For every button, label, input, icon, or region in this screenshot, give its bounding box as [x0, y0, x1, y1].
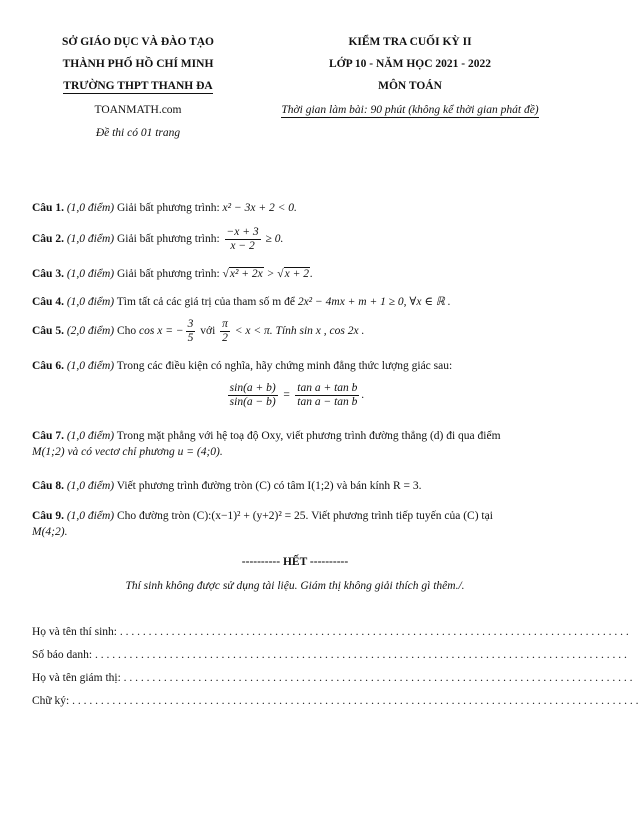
question-label: Câu 9.: [32, 510, 64, 522]
candidate-note: Thí sinh không được sử dụng tài liệu. Giám thị không giải thích gì thêm./.: [125, 580, 465, 592]
question-1: [32, 200, 562, 216]
question-label: Câu 6.: [32, 360, 64, 372]
question-8: [32, 478, 562, 494]
end-marker: ---------- HẾT ----------: [241, 556, 349, 568]
denominator: tan a − tan b: [297, 396, 358, 408]
question-label: Câu 7.: [32, 430, 64, 442]
question-7: [32, 428, 562, 460]
numerator: π: [222, 318, 228, 330]
question-text: Giải bất phương trình:: [116, 268, 220, 280]
math-expression: x² − 3x + 2 < 0.: [222, 202, 297, 214]
question-points: (1,0 điểm): [66, 360, 115, 372]
question-6: [32, 358, 562, 374]
question-label: Câu 2.: [32, 233, 64, 246]
question-label: Câu 3.: [32, 268, 64, 280]
field-candidate-number: [32, 649, 627, 661]
question-text: Tìm tất cả các giá trị của tham số m để: [116, 296, 295, 308]
math-connector: với: [200, 325, 216, 338]
sqrt-icon: √: [222, 268, 229, 280]
question-5: [32, 318, 562, 345]
question-text: Trong các điều kiện có nghĩa, hãy chứng minh đẳng thức lượng giác sau:: [116, 360, 453, 372]
field-label: Chữ ký:: [32, 695, 70, 707]
math-expression: M(1;2) và có vectơ chỉ phương u = (4;0).: [32, 446, 223, 458]
math-operator: =: [282, 389, 291, 402]
math-expression: 2x² − 4mx + m + 1 ≥ 0, ∀x ∈ ℝ .: [297, 296, 451, 308]
radicand: x + 2: [284, 268, 309, 280]
school-name: [38, 80, 238, 92]
school-name-text: TRƯỜNG THPT THANH ĐA: [63, 80, 213, 92]
field-signature: [32, 695, 638, 707]
fraction: [295, 382, 359, 409]
question-points: (1,0 điểm): [66, 510, 115, 522]
question-points: (1,0 điểm): [66, 296, 115, 308]
denominator: x − 2: [230, 240, 255, 252]
question-points: (1,0 điểm): [66, 480, 115, 492]
subject: MÔN TOÁN: [378, 80, 442, 92]
identity-formula: [0, 382, 590, 409]
fraction: [225, 226, 261, 253]
dot-leader: . . . . . . . . . . . . . . . . . . . . . . . . . . . . . . . . . . . . . . . . . . . . . . . . . . . . . . . . . . . . . . . . . . . . . . . . . . . . . . . . . . . . . . . . .: [120, 672, 633, 684]
question-4: [32, 294, 562, 310]
question-label: Câu 5.: [32, 325, 64, 338]
dept-name: SỞ GIÁO DỤC VÀ ĐÀO TẠO: [62, 36, 214, 48]
question-9: [32, 508, 562, 540]
question-label: Câu 8.: [32, 480, 64, 492]
field-label: Họ và tên thí sinh:: [32, 626, 117, 638]
question-2: [32, 226, 562, 253]
math-expression: .: [361, 389, 365, 402]
field-label: Số báo danh:: [32, 649, 93, 661]
dot-leader: . . . . . . . . . . . . . . . . . . . . . . . . . . . . . . . . . . . . . . . . . . . . . . . . . . . . . . . . . . . . . . . . . . . . . . . . . . . . . . . . . . . . . . . . . . . . . . . . . . .: [69, 695, 638, 707]
denominator: sin(a − b): [229, 396, 276, 408]
exam-title: KIỂM TRA CUỐI KỲ II: [348, 36, 472, 48]
numerator: tan a + tan b: [297, 382, 358, 394]
website: TOANMATH.com: [94, 104, 182, 116]
math-expression: ≥ 0.: [265, 233, 284, 246]
denominator: 2: [222, 332, 228, 344]
dot-leader: . . . . . . . . . . . . . . . . . . . . . . . . . . . . . . . . . . . . . . . . . . . . . . . . . . . . . . . . . . . . . . . . . . . . . . . . . . . . . . . . . . . . . . . . . . . . .: [92, 649, 627, 661]
question-text: Cho đường tròn (C):(x−1)² + (y+2)² = 25. Viết phương trình tiếp tuyến của (C) tại: [116, 510, 493, 522]
field-proctor-name: [32, 672, 633, 684]
time-limit-text: Thời gian làm bài: 90 phút (không kể thời gian phát đề): [281, 104, 539, 116]
math-operator: >: [266, 268, 275, 280]
numerator: −x + 3: [226, 226, 259, 238]
math-expression: cos x = −: [139, 325, 184, 338]
numerator: sin(a + b): [229, 382, 276, 394]
question-label: Câu 4.: [32, 296, 64, 308]
question-label: Câu 1.: [32, 202, 64, 214]
denominator: 5: [187, 332, 194, 344]
fraction: [186, 318, 196, 345]
fraction: [220, 318, 230, 345]
math-expression: M(4;2).: [32, 526, 68, 538]
page-count: Đề thi có 01 trang: [95, 127, 181, 139]
sqrt-icon: √: [277, 268, 284, 280]
question-3: [32, 266, 562, 282]
field-candidate-name: [32, 626, 629, 638]
question-text: Trong mặt phẳng với hệ toạ độ Oxy, viết phương trình đường thẳng (d) đi qua điểm: [116, 430, 501, 442]
question-points: (1,0 điểm): [66, 233, 115, 246]
question-points: (1,0 điểm): [66, 430, 115, 442]
question-text: Giải bất phương trình:: [116, 233, 220, 246]
grade-year: LỚP 10 - NĂM HỌC 2021 - 2022: [329, 58, 491, 70]
question-text: Cho: [116, 325, 137, 338]
question-points: (2,0 điểm): [66, 325, 115, 338]
math-expression: .: [309, 268, 313, 280]
question-text: Viết phương trình đường tròn (C) có tâm I(1;2) và bán kính R = 3.: [116, 480, 422, 492]
fraction: [228, 382, 278, 409]
question-points: (1,0 điểm): [66, 268, 115, 280]
city-name: THÀNH PHỐ HỒ CHÍ MINH: [62, 58, 214, 70]
time-limit: [270, 104, 550, 116]
question-points: (1,0 điểm): [66, 202, 115, 214]
numerator: 3: [187, 318, 194, 330]
dot-leader: . . . . . . . . . . . . . . . . . . . . . . . . . . . . . . . . . . . . . . . . . . . . . . . . . . . . . . . . . . . . . . . . . . . . . . . . . . . . . . . . . . . . . . . . .: [116, 626, 629, 638]
field-label: Họ và tên giám thị:: [32, 672, 121, 684]
question-text: Giải bất phương trình:: [116, 202, 220, 214]
math-expression: < x < π. Tính sin x , cos 2x .: [234, 325, 365, 338]
radicand: x² + 2x: [229, 268, 263, 280]
